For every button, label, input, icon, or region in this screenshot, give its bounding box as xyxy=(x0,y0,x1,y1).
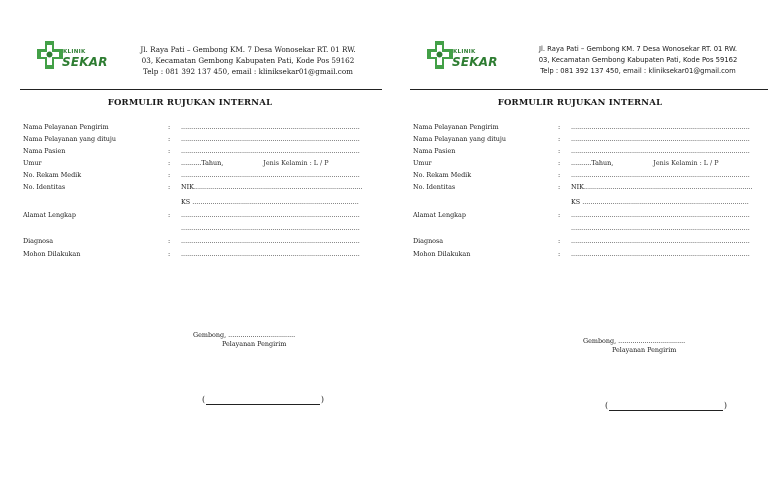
address-line-2: 03, Kecamatan Gembong Kabupaten Pati, Kode Pos 59162 xyxy=(538,56,738,64)
field-colon: : xyxy=(168,237,171,245)
logo-sekar-text: SEKAR xyxy=(452,55,498,69)
field-colon: : xyxy=(558,171,561,179)
field-value-line[interactable]: KS .................................................................................. xyxy=(571,198,749,206)
signature-underline xyxy=(609,410,723,411)
header-divider xyxy=(20,89,382,90)
field-value-line[interactable]: ........................................................................................ xyxy=(571,250,750,258)
field-colon: : xyxy=(168,159,171,167)
field-label: No. Identitas xyxy=(413,183,456,191)
form-title: FORMULIR RUJUKAN INTERNAL xyxy=(497,98,663,108)
field-value-line[interactable]: ........................................................................................ xyxy=(181,123,360,131)
field-label: Alamat Lengkap xyxy=(23,211,76,219)
klinik-sekar-logo xyxy=(36,40,112,74)
signature-open-paren: ( xyxy=(605,401,609,410)
signature-close-paren: ) xyxy=(723,401,727,410)
field-value-line[interactable]: ........................................................................................ xyxy=(571,135,750,143)
clinic-address xyxy=(510,44,766,77)
field-colon: : xyxy=(168,183,171,191)
field-label: No. Identitas xyxy=(23,183,66,191)
field-colon: : xyxy=(558,237,561,245)
signature-role: Pelayanan Pengirim xyxy=(222,340,287,348)
field-colon: : xyxy=(558,183,561,191)
field-label: Diagnosa xyxy=(413,237,444,245)
field-value-line[interactable]: ........................................................................................ xyxy=(571,224,750,232)
field-label: Nama Pasien xyxy=(23,147,66,155)
field-colon: : xyxy=(558,159,561,167)
klinik-sekar-logo xyxy=(426,40,502,74)
address-line-2: 03, Kecamatan Gembong Kabupaten Pati, Kode Pos 59162 xyxy=(141,56,355,65)
field-label: Mohon Dilakukan xyxy=(23,250,81,258)
field-label: Nama Pasien xyxy=(413,147,456,155)
logo-klinik-text: KLINIK xyxy=(453,49,476,55)
field-value-line[interactable]: KS .................................................................................. xyxy=(181,198,359,206)
field-value-line[interactable]: ..........Tahun, Jenis Kelamin : L / P xyxy=(181,159,329,167)
field-value-line[interactable]: ........................................................................................ xyxy=(571,171,750,179)
field-label: Umur xyxy=(413,159,432,167)
field-value-line[interactable]: ........................................................................................ xyxy=(571,237,750,245)
field-label: Nama Pelayanan Pengirim xyxy=(413,123,499,131)
clinic-address xyxy=(120,44,376,77)
signature-close-paren: ) xyxy=(320,395,324,404)
field-label: Alamat Lengkap xyxy=(413,211,466,219)
field-label: Nama Pelayanan Pengirim xyxy=(23,123,109,131)
field-value-line[interactable]: NIK................................................................................... xyxy=(571,183,753,191)
field-label: Diagnosa xyxy=(23,237,54,245)
address-line-3: Telp : 081 392 137 450, email : kliniksekar01@gmail.com xyxy=(143,67,353,76)
field-value-line[interactable]: ........................................................................................ xyxy=(181,250,360,258)
field-colon: : xyxy=(558,147,561,155)
field-colon: : xyxy=(168,123,171,131)
signature-place-date[interactable]: Gembong, ................................. xyxy=(193,331,296,339)
field-colon: : xyxy=(168,135,171,143)
field-label: Nama Pelayanan yang dituju xyxy=(413,135,507,143)
signature-place-date[interactable]: Gembong, ................................. xyxy=(583,337,686,345)
address-line-1: Jl. Raya Pati – Gembong KM. 7 Desa Wonosekar RT. 01 RW. xyxy=(538,45,738,53)
address-line-3: Telp : 081 392 137 450, email : kliniksekar01@gmail.com xyxy=(540,67,736,75)
field-colon: : xyxy=(558,211,561,219)
field-value-line[interactable]: ........................................................................................ xyxy=(181,211,360,219)
referral-form-left xyxy=(10,0,382,503)
field-value-line[interactable]: ........................................................................................ xyxy=(181,237,360,245)
logo-klinik-text: KLINIK xyxy=(63,49,86,55)
address-line-1: Jl. Raya Pati – Gembong KM. 7 Desa Wonosekar RT. 01 RW. xyxy=(140,45,356,54)
clinic-cross-icon xyxy=(36,40,64,70)
field-colon: : xyxy=(558,123,561,131)
field-colon: : xyxy=(168,147,171,155)
signature-line[interactable] xyxy=(605,403,727,412)
field-label: Nama Pelayanan yang dituju xyxy=(23,135,117,143)
field-value-line[interactable]: ........................................................................................ xyxy=(181,147,360,155)
clinic-cross-icon xyxy=(426,40,454,70)
field-colon: : xyxy=(168,250,171,258)
field-colon: : xyxy=(558,250,561,258)
field-value-line[interactable]: NIK................................................................................... xyxy=(181,183,363,191)
field-value-line[interactable]: ..........Tahun, Jenis Kelamin : L / P xyxy=(571,159,719,167)
field-colon: : xyxy=(168,211,171,219)
signature-underline xyxy=(206,404,320,405)
signature-line[interactable] xyxy=(202,397,324,406)
field-value-line[interactable]: ........................................................................................ xyxy=(181,224,360,232)
logo-sekar-text: SEKAR xyxy=(62,55,108,69)
field-label: No. Rekam Medik xyxy=(23,171,82,179)
field-colon: : xyxy=(168,171,171,179)
field-value-line[interactable]: ........................................................................................ xyxy=(571,123,750,131)
field-value-line[interactable]: ........................................................................................ xyxy=(571,147,750,155)
signature-open-paren: ( xyxy=(202,395,206,404)
field-colon: : xyxy=(558,135,561,143)
referral-form-right xyxy=(400,0,768,503)
field-value-line[interactable]: ........................................................................................ xyxy=(181,135,360,143)
field-value-line[interactable]: ........................................................................................ xyxy=(571,211,750,219)
signature-role: Pelayanan Pengirim xyxy=(612,346,677,354)
field-value-line[interactable]: ........................................................................................ xyxy=(181,171,360,179)
form-title: FORMULIR RUJUKAN INTERNAL xyxy=(107,98,273,108)
header-divider xyxy=(410,89,768,90)
field-label: Mohon Dilakukan xyxy=(413,250,471,258)
field-label: No. Rekam Medik xyxy=(413,171,472,179)
field-label: Umur xyxy=(23,159,42,167)
